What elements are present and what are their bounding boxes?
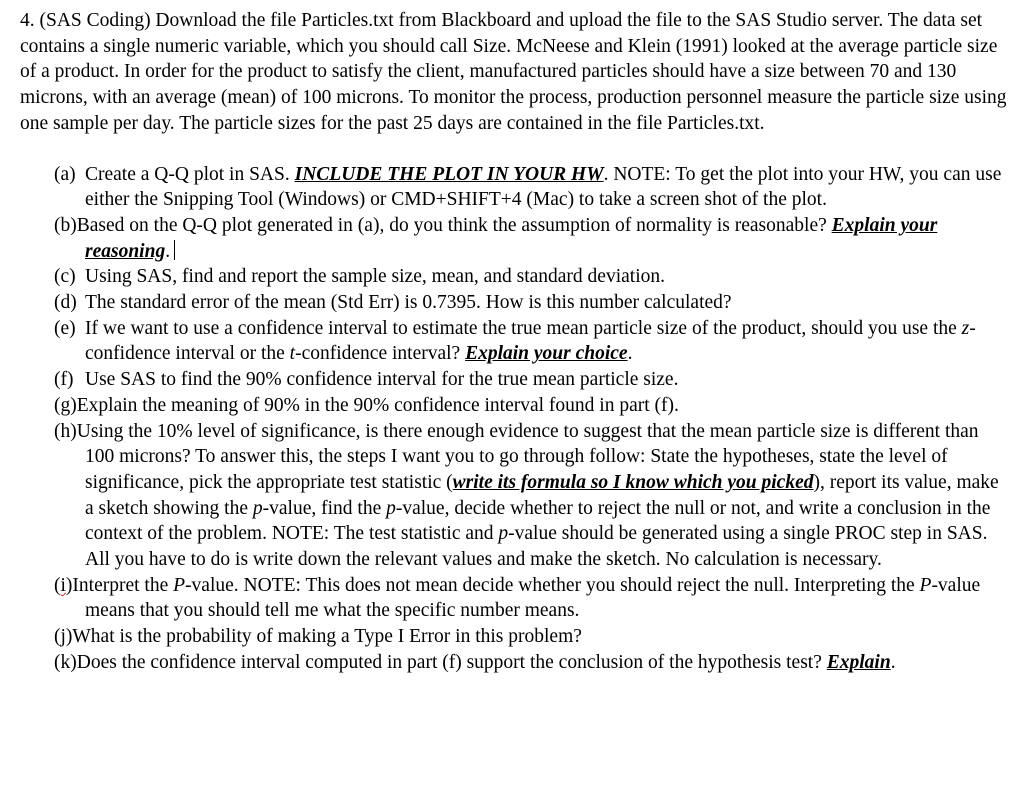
part-e-text-2: -confidence interval or the (85, 317, 976, 365)
part-e-text-4: . (627, 343, 633, 365)
part-e-emphasis: Explain your choice (465, 343, 628, 365)
part-e (54, 316, 1010, 367)
part-h-emphasis: write its formula so I know which you picked (452, 471, 814, 493)
part-j-label: (j) (54, 626, 73, 648)
part-i-label (54, 573, 72, 599)
part-k (54, 650, 1010, 676)
part-e-z: z (961, 317, 970, 339)
part-g-text: Explain the meaning of 90% in the 90% confidence interval found in part (f). (76, 394, 679, 416)
part-h-text-4: -value, decide whether to reject the null or not, and write a conclusion in the context of the problem. NOTE: The test statistic and (85, 497, 991, 545)
part-a-text: Create a Q-Q plot in SAS. (85, 163, 295, 185)
part-k-text: Does the confidence interval computed in part (f) support the conclusion of the hypothesis test? (76, 651, 827, 673)
part-g-label: (g) (54, 394, 77, 416)
part-d-text: The standard error of the mean (Std Err) is 0.7395. How is this number calculated? (85, 292, 732, 314)
part-h (54, 419, 1010, 573)
part-d (54, 290, 1010, 316)
part-h-p1: p (252, 497, 263, 519)
part-h-text: Using the 10% level of significance, is there enough evidence to suggest that the mean particle size is different than 100 microns? To answer this, the steps I want you to go through follow: State the hypotheses, state the level of significance, pick the appropriate test statistic ( (76, 420, 979, 493)
part-a-emphasis: INCLUDE THE PLOT IN YOUR HW (294, 163, 604, 185)
part-b-label: (b) (54, 214, 77, 236)
part-f (54, 367, 1010, 393)
part-h-text-2: ), report its value, make a sketch showing the (85, 471, 999, 519)
part-b (54, 213, 1010, 264)
part-e-t: t (289, 343, 296, 365)
text-cursor (174, 240, 175, 260)
part-f-text: Use SAS to find the 90% confidence interval for the true mean particle size. (85, 369, 679, 391)
part-b-text-cont: . (165, 240, 171, 262)
part-i-P1: P (173, 574, 186, 596)
part-a-label: (a) (54, 163, 76, 185)
part-c (54, 264, 1010, 290)
part-e-text: If we want to use a confidence interval to estimate the true mean particle size of the product, should you use the (85, 317, 962, 339)
part-i-P2: P (919, 574, 932, 596)
part-h-p3: p (498, 523, 509, 545)
part-j (54, 624, 1010, 650)
part-h-label: (h) (54, 420, 77, 442)
part-f-label: (f) (54, 369, 74, 391)
part-i-text-2: -value. NOTE: This does not mean decide whether you should reject the null. Interpreting the (185, 574, 920, 596)
part-i (54, 573, 1010, 624)
question-parts-list (20, 162, 1010, 676)
part-b-emphasis: Explain your reasoning (85, 214, 938, 262)
part-i-text: Interpret the (72, 574, 174, 596)
part-b-text: Based on the Q-Q plot generated in (a), do you think the assumption of normality is reasonable? (76, 214, 832, 236)
spacer (20, 137, 1010, 162)
part-c-text: Using SAS, find and report the sample size, mean, and standard deviation. (85, 266, 665, 288)
part-a-text-cont: . NOTE: To get the plot into your HW, you can use either the Snipping Tool (Windows) or CMD+SHIFT+4 (Mac) to take a screen shot of the plot. (85, 163, 1002, 211)
part-d-label: (d) (54, 292, 77, 314)
part-a (54, 162, 1010, 213)
part-e-label: (e) (54, 317, 76, 339)
part-k-emphasis: Explain (826, 651, 891, 673)
part-k-label: (k) (54, 651, 77, 673)
part-j-text: What is the probability of making a Type I Error in this problem? (72, 626, 582, 648)
part-h-text-3: -value, find the (262, 497, 387, 519)
problem-intro: 4. (SAS Coding) Download the file Particles.txt from Blackboard and upload the file to the SAS Studio server. The data set contains a single numeric variable, which you should call Size. McNeese and Klein (1991) looked at the average particle size of a product. In order for the product to satisfy the client, manufactured particles should have a size between 70 and 130 microns, with an average (mean) of 100 microns. To monitor the process, production personnel measure the particle size using one sample per day. The particle sizes for the past 25 days are contained in the file Particles.txt. (20, 10, 1007, 134)
part-i-label-close: ) (65, 574, 73, 596)
document-page (20, 8, 1010, 676)
part-i-label-letter: i (60, 574, 66, 596)
part-h-p2: p (386, 497, 396, 519)
part-h-text-5: -value should be generated using a single PROC step in SAS. All you have to do is write down the relevant values and make the sketch. No calculation is necessary. (85, 523, 988, 571)
part-g (54, 393, 1010, 419)
part-i-label-open: ( (54, 574, 61, 596)
part-c-label: (c) (54, 266, 76, 288)
part-e-text-3: -confidence interval? (295, 343, 466, 365)
part-i-text-3: -value means that you should tell me what the specific number means. (85, 574, 981, 622)
part-k-text-2: . (890, 651, 896, 673)
